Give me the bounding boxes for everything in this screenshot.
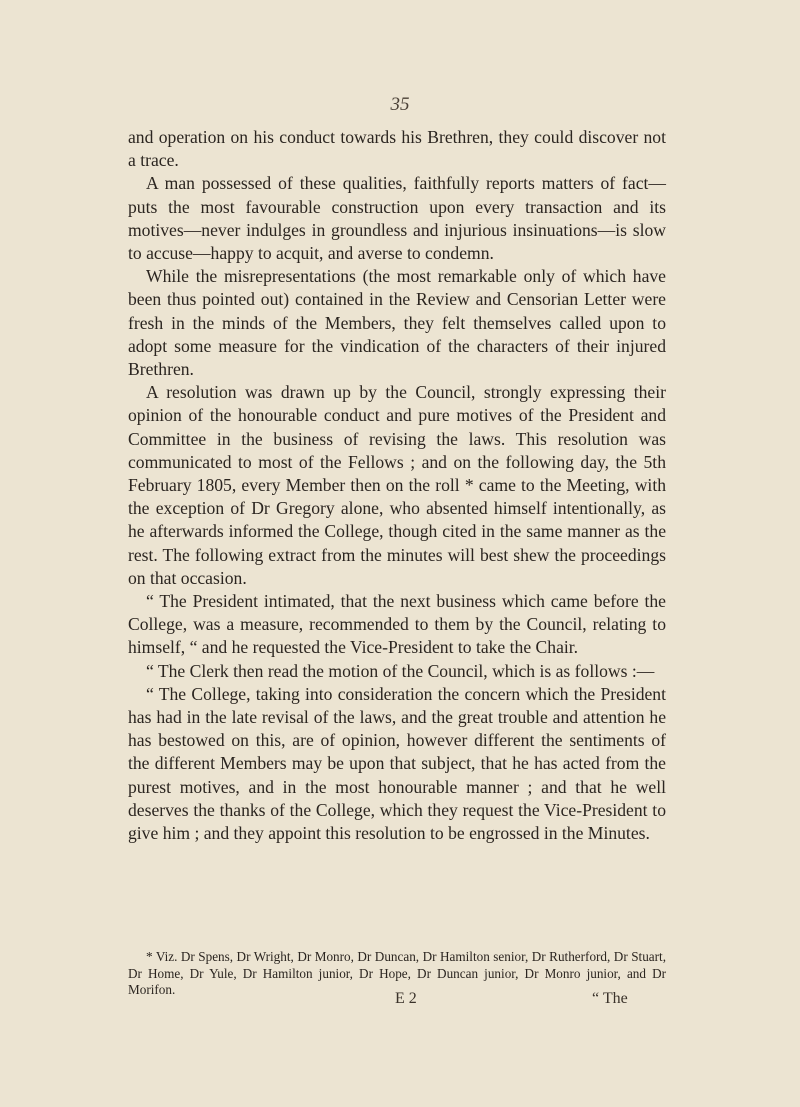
footnote-text: * Viz. Dr Spens, Dr Wright, Dr Monro, Dr Duncan, Dr Hamilton senior, Dr Rutherford, Dr Stuart, Dr Home, Dr Yule, Dr Hamilton junior, Dr Hope, Dr Duncan junior, Dr Monro junior, and Dr Morifon. [128,949,666,997]
paragraph-1: and operation on his conduct towards his Brethren, they could discover not a trace. [128,127,666,171]
paragraph-7: “ The College, taking into consideration the concern which the President has had in the late revisal of the laws, and the great trouble and attention he has bestowed on this, are of opinion, however different the sentiments of the different Members may be upon that subject, that he has acted from the purest motives, and in the most honourable manner ; and that he well deserves the thanks of the College, which they request the Vice-President to give him ; and they appoint this resolution to be engrossed in the Minutes. [128,683,666,844]
paragraph-3: While the misrepresentations (the most remarkable only of which have been thus pointed out) contained in the Review and Censorian Letter were fresh in the minds of the Members, they felt themselves called upon to adopt some measure for the vindication of the characters of their injured Brethren. [128,266,666,380]
paragraph-2: A man possessed of these qualities, faithfully reports matters of fact—puts the most favourable construction upon every transaction and its motives—never indulges in groundless and injurious insinuations—is slow to accuse—happy to acquit, and averse to condemn. [128,173,666,264]
paragraph-5: “ The President intimated, that the next business which came before the College, was a measure, recommended to them by the Council, relating to himself, “ and he requested the Vice-President to take the Chair. [128,591,666,658]
paragraph-6: “ The Clerk then read the motion of the Council, which is as follows :— [146,660,655,681]
body-text [128,126,666,845]
signature-mark: E 2 [395,990,417,1007]
page-number: 35 [390,94,410,115]
paragraph-4: A resolution was drawn up by the Council, strongly expressing their opinion of the honourable conduct and pure motives of the President and Committee in the business of revising the laws. This resolution was communicated to most of the Fellows ; and on the following day, the 5th February 1805, every Member then on the roll * came to the Meeting, with the exception of Dr Gregory alone, who absented himself intentionally, as he afterwards informed the College, though cited in the same manner as the rest. The following extract from the minutes will best shew the proceedings on that occasion. [128,382,666,588]
catchword: “ The [592,990,628,1007]
